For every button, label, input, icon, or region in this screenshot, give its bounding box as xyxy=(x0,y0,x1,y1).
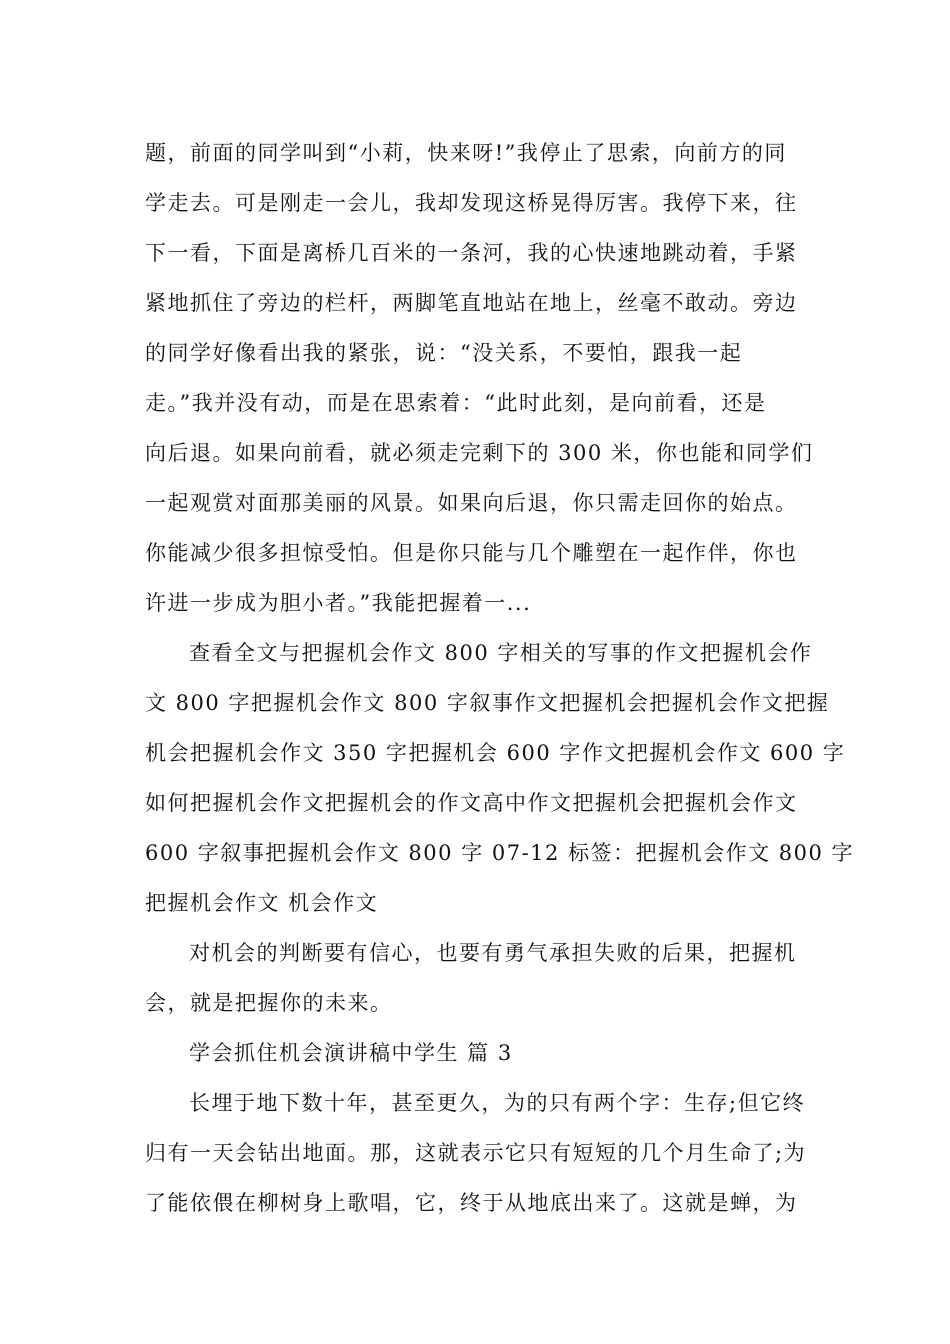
text-line: 向后退。如果向前看，就必须走完剩下的 300 米，你也能和同学们 xyxy=(145,441,814,465)
text-line: 把握机会作文 机会作文 xyxy=(145,891,379,915)
text-line: 的同学好像看出我的紧张，说：“没关系，不要怕，跟我一起 xyxy=(145,341,743,365)
text-line: 题，前面的同学叫到“小莉，快来呀!”我停止了思索，向前方的同 xyxy=(145,141,787,165)
text-line: 紧地抓住了旁边的栏杆，两脚笔直地站在地上，丝毫不敢动。旁边 xyxy=(145,291,798,315)
text-line: 一起观赏对面那美丽的风景。如果向后退，你只需走回你的始点。 xyxy=(145,491,798,515)
text-line: 机会把握机会作文 350 字把握机会 600 字作文把握机会作文 600 字 xyxy=(145,741,846,765)
text-line: 600 字叙事把握机会作文 800 字 07-12 标签：把握机会作文 800 字 xyxy=(145,841,855,865)
text-line: 许进一步成为胆小者。”我能把握着一... xyxy=(145,591,532,615)
text-line: 会，就是把握你的未来。 xyxy=(145,991,393,1015)
paragraph-cicada-intro xyxy=(145,1078,807,1228)
text-line: 如何把握机会作文把握机会的作文高中作文把握机会把握机会作文 xyxy=(145,791,798,815)
text-line: 归有一天会钻出地面。那，这就表示它只有短短的几个月生命了;为 xyxy=(145,1141,807,1165)
text-line: 对机会的判断要有信心，也要有勇气承担失败的后果，把握机 xyxy=(189,941,797,965)
text-line: 下一看，下面是离桥几百米的一条河，我的心快速地跳动着，手紧 xyxy=(145,241,798,265)
section-heading xyxy=(145,1028,807,1078)
text-line: 长埋于地下数十年，甚至更久，为的只有两个字：生存;但它终 xyxy=(189,1091,806,1115)
document-body xyxy=(145,128,855,1228)
paragraph-conclusion xyxy=(145,928,807,1028)
text-line: 了能依偎在柳树身上歌唱，它，终于从地底出来了。这就是蝉，为 xyxy=(145,1191,798,1215)
heading-text: 学会抓住机会演讲稿中学生 篇 3 xyxy=(189,1041,513,1065)
paragraph-story-continuation xyxy=(145,128,814,628)
text-line: 文 800 字把握机会作文 800 字叙事作文把握机会把握机会作文把握 xyxy=(145,691,830,715)
text-line: 走。”我并没有动，而是在思索着：“此时此刻，是向前看，还是 xyxy=(145,391,767,415)
text-line: 学走去。可是刚走一会儿，我却发现这桥晃得厉害。我停下来，往 xyxy=(145,191,798,215)
text-line: 查看全文与把握机会作文 800 字相关的写事的作文把握机会作 xyxy=(189,641,813,665)
paragraph-related-links xyxy=(145,628,855,928)
text-line: 你能减少很多担惊受怕。但是你只能与几个雕塑在一起作伴，你也 xyxy=(145,541,798,565)
